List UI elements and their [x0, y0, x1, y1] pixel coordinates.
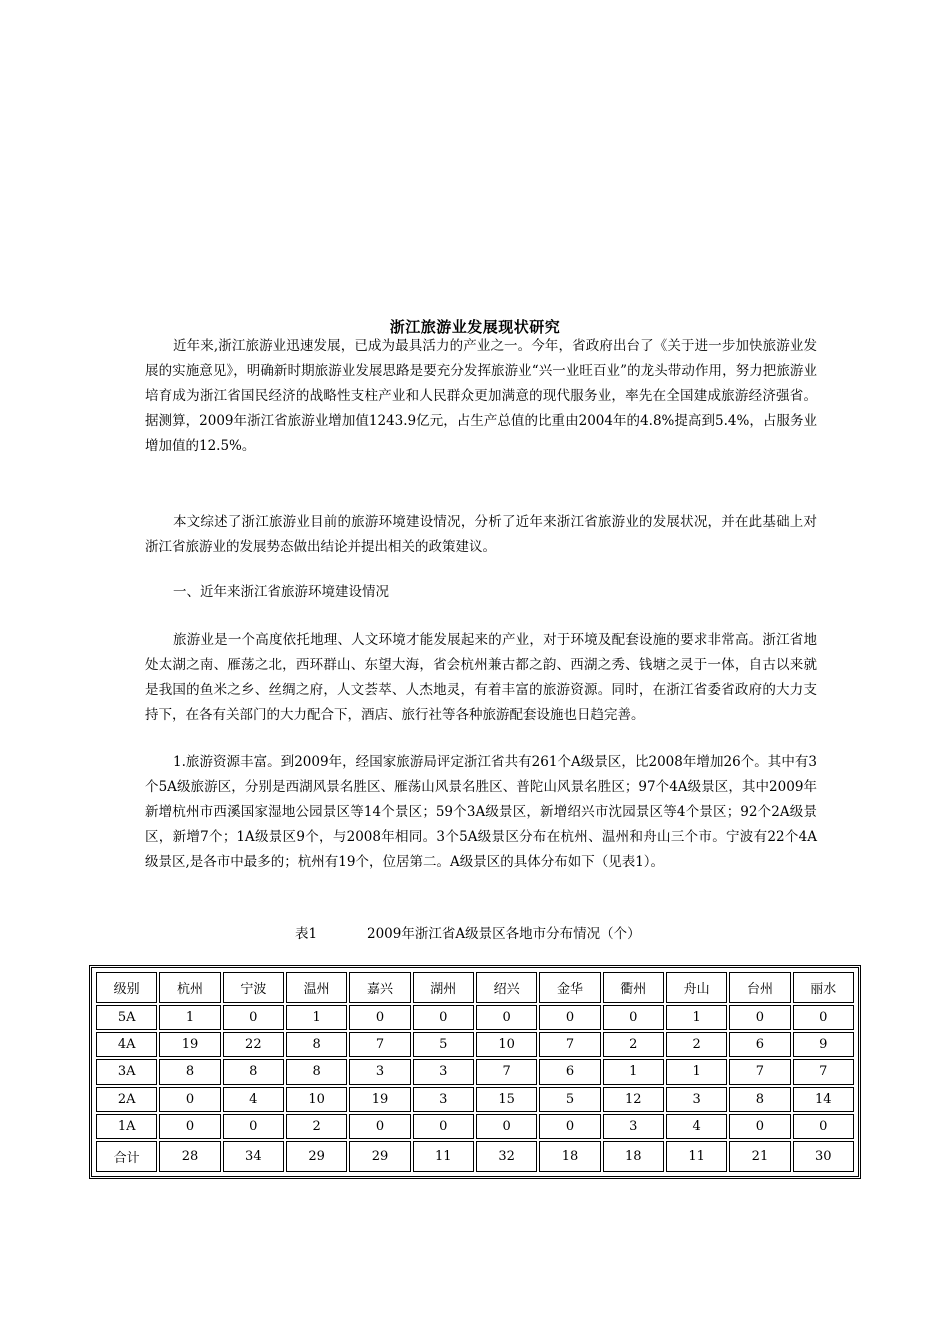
table-cell: 7: [729, 1059, 790, 1084]
table-cell: 2: [666, 1032, 727, 1057]
table-cell: 19: [159, 1032, 220, 1057]
table-cell: 7: [476, 1059, 537, 1084]
table-cell: 0: [729, 1114, 790, 1139]
table-cell: 0: [793, 1114, 854, 1139]
table-header-city: 舟山: [666, 972, 727, 1003]
table-header-level: 级别: [96, 972, 157, 1003]
paragraph-environment: 旅游业是一个高度依托地理、人文环境才能发展起来的产业，对于环境及配套设施的要求非常高。浙江省地处太湖之南、雁荡之北，西环群山、东望大海，省会杭州兼古都之韵、西湖之秀、钱塘之灵于一体，自古以来就是我国的鱼米之乡、丝绸之府，人文荟萃、人杰地灵，有着丰富的旅游资源。同时，在浙江省委省政府的大力支持下，在各有关部门的大力配合下，酒店、旅行社等各种旅游配套设施也日趋完善。: [145, 632, 817, 723]
table-cell: 1: [159, 1005, 220, 1030]
table-header-city: 金华: [539, 972, 600, 1003]
table-cell: 3: [413, 1087, 474, 1112]
table-cell: 2: [603, 1032, 664, 1057]
table-cell: 11: [413, 1141, 474, 1172]
paragraph-resources: 1.旅游资源丰富。到2009年，经国家旅游局评定浙江省共有261个A级景区，比2008年增加26个。其中有3个5A级旅游区，分别是西湖风景名胜区、雁荡山风景名胜区、普陀山风景名胜区；97个4A级景区，其中2009年新增杭州市西溪国家湿地公园景区等14个景区；59个3A级景区，新增绍兴市沈园景区等4个景区；92个2A级景区，新增7个；1A级景区9个，与2008年相同。3个5A级景区分布在杭州、温州和舟山三个市。宁波有22个4A级景区,是各市中最多的；杭州有19个，位居第二。A级景区的具体分布如下（见表1）。: [145, 754, 817, 870]
table-cell: 7: [349, 1032, 410, 1057]
table-cell: 8: [159, 1059, 220, 1084]
table-cell: 28: [159, 1141, 220, 1172]
scenic-area-table: [89, 965, 861, 1179]
table-row-label: 2A: [96, 1087, 157, 1112]
paragraph-intro: 近年来,浙江旅游业迅速发展，已成为最具活力的产业之一。今年，省政府出台了《关于进一步加快旅游业发展的实施意见》，明确新时期旅游业发展思路是要充分发挥旅游业“兴一业旺百业”的龙头带动作用，努力把旅游业培育成为浙江省国民经济的战略性支柱产业和人民群众更加满意的现代服务业，率先在全国建成旅游经济强省。据测算，2009年浙江省旅游业增加值1243.9亿元，占生产总值的比重由2004年的4.8%提高到5.4%，占服务业增加值的12.5%。: [145, 338, 817, 454]
table-cell: 32: [476, 1141, 537, 1172]
table-row: [96, 1059, 854, 1084]
table-row-label: 4A: [96, 1032, 157, 1057]
table-cell: 0: [476, 1005, 537, 1030]
table-cell: 15: [476, 1087, 537, 1112]
table-row: [96, 1005, 854, 1030]
table-cell: 0: [413, 1114, 474, 1139]
table-cell: 0: [539, 1005, 600, 1030]
table-header-city: 台州: [729, 972, 790, 1003]
table-row-label: 1A: [96, 1114, 157, 1139]
table-cell: 3: [666, 1087, 727, 1112]
table-cell: 3: [413, 1059, 474, 1084]
table-row-label: 3A: [96, 1059, 157, 1084]
table-row: [96, 1087, 854, 1112]
table-cell: 21: [729, 1141, 790, 1172]
table-cell: 6: [729, 1032, 790, 1057]
table-cell: 14: [793, 1087, 854, 1112]
table-cell: 0: [223, 1114, 284, 1139]
table-cell: 0: [413, 1005, 474, 1030]
table-body: [96, 972, 854, 1172]
table-row-label: 合计: [96, 1141, 157, 1172]
table-row: [96, 1032, 854, 1057]
table-cell: 8: [286, 1032, 347, 1057]
table-cell: 10: [286, 1087, 347, 1112]
table-cell: 0: [476, 1114, 537, 1139]
table-cell: 0: [159, 1087, 220, 1112]
table-cell: 10: [476, 1032, 537, 1057]
table-cell: 30: [793, 1141, 854, 1172]
table-cell: 3: [349, 1059, 410, 1084]
table-cell: 0: [793, 1005, 854, 1030]
table-cell: 9: [793, 1032, 854, 1057]
table-cell: 29: [349, 1141, 410, 1172]
table-cell: 34: [223, 1141, 284, 1172]
table-cell: 6: [539, 1059, 600, 1084]
table-cell: 8: [286, 1059, 347, 1084]
table-cell: 29: [286, 1141, 347, 1172]
table-cell: 5: [539, 1087, 600, 1112]
table-header-row: [96, 972, 854, 1003]
table-caption-text: 2009年浙江省A级景区各地市分布情况（个）: [367, 926, 641, 942]
table-header-city: 衢州: [603, 972, 664, 1003]
table-caption-number: 表1: [295, 926, 318, 942]
table-header-city: 湖州: [413, 972, 474, 1003]
section-heading: 一、近年来浙江省旅游环境建设情况: [173, 584, 389, 600]
table-cell: 18: [603, 1141, 664, 1172]
table-cell: 1: [666, 1059, 727, 1084]
table-row: [96, 1114, 854, 1139]
table-cell: 7: [793, 1059, 854, 1084]
table-cell: 1: [603, 1059, 664, 1084]
table-caption: [295, 922, 641, 942]
document-title: 浙江旅游业发展现状研究: [389, 318, 561, 336]
table-row-label: 5A: [96, 1005, 157, 1030]
table-cell: 12: [603, 1087, 664, 1112]
table-cell: 11: [666, 1141, 727, 1172]
table-cell: 19: [349, 1087, 410, 1112]
table-cell: 4: [666, 1114, 727, 1139]
table-header-city: 宁波: [223, 972, 284, 1003]
table-cell: 0: [729, 1005, 790, 1030]
table-cell: 0: [603, 1005, 664, 1030]
paragraph-summary: 本文综述了浙江旅游业目前的旅游环境建设情况，分析了近年来浙江省旅游业的发展状况，并在此基础上对浙江省旅游业的发展势态做出结论并提出相关的政策建议。: [145, 514, 817, 555]
table-header-city: 绍兴: [476, 972, 537, 1003]
table-header-city: 温州: [286, 972, 347, 1003]
table-cell: 18: [539, 1141, 600, 1172]
table-cell: 1: [666, 1005, 727, 1030]
table-cell: 2: [286, 1114, 347, 1139]
table-row: [96, 1141, 854, 1172]
table-header-city: 丽水: [793, 972, 854, 1003]
table-cell: 3: [603, 1114, 664, 1139]
table-cell: 0: [349, 1114, 410, 1139]
table-cell: 4: [223, 1087, 284, 1112]
table-cell: 8: [223, 1059, 284, 1084]
table-cell: 0: [349, 1005, 410, 1030]
table-header-city: 杭州: [159, 972, 220, 1003]
table-cell: 0: [539, 1114, 600, 1139]
table-cell: 0: [223, 1005, 284, 1030]
table-cell: 7: [539, 1032, 600, 1057]
table-cell: 1: [286, 1005, 347, 1030]
table-header-city: 嘉兴: [349, 972, 410, 1003]
table-cell: 5: [413, 1032, 474, 1057]
table-cell: 0: [159, 1114, 220, 1139]
table-cell: 22: [223, 1032, 284, 1057]
table-cell: 8: [729, 1087, 790, 1112]
